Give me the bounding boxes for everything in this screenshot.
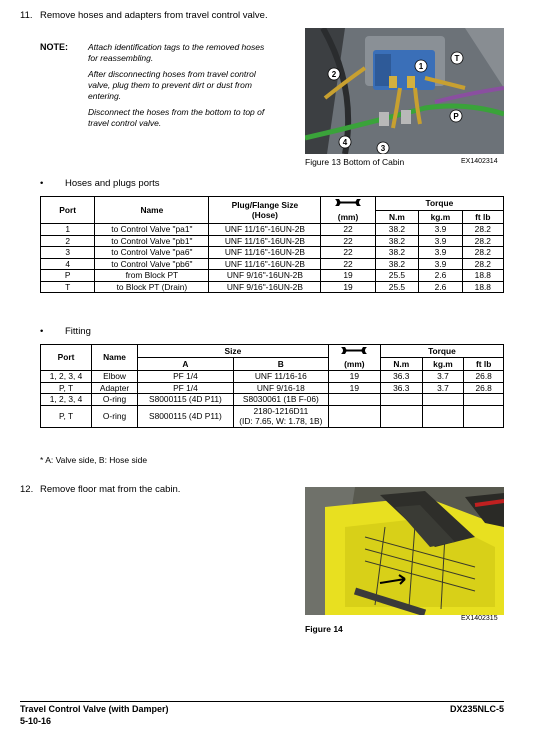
t1-cell-ftlb: 18.8 <box>462 281 503 293</box>
note-p1-line2: for reassembling. <box>88 53 154 63</box>
t1-cell-nm: 38.2 <box>375 258 418 270</box>
t1-header-port: Port <box>41 197 95 224</box>
t1-cell-ftlb: 28.2 <box>462 258 503 270</box>
t2-header-b: B <box>233 358 328 371</box>
t2-cell-a: PF 1/4 <box>137 371 233 383</box>
t1-cell-size: UNF 9/16"-16UN-2B <box>209 281 321 293</box>
t2-cell-port: 1, 2, 3, 4 <box>41 371 92 383</box>
t2-cell-b-line2: (ID: 7.65, W: 1.78, 1B) <box>239 416 323 426</box>
t1-cell-port: 1 <box>41 224 95 236</box>
note-p3-line1: Disconnect the hoses from the bottom to top of <box>88 107 265 117</box>
t1-header-plug <box>209 197 321 224</box>
table-row <box>41 371 504 383</box>
bullet-1-text: Hoses and plugs ports <box>65 178 160 189</box>
t1-cell-ftlb: 18.8 <box>462 270 503 282</box>
step-11-text: Remove hoses and adapters from travel control valve. <box>40 10 268 21</box>
footer-page-number: 5-10-16 <box>20 716 52 726</box>
t1-cell-size: UNF 11/16"-16UN-2B <box>209 224 321 236</box>
t2-header-nm: N.m <box>380 358 422 371</box>
t1-cell-size: UNF 11/16"-16UN-2B <box>209 235 321 247</box>
t1-cell-nm: 38.2 <box>375 235 418 247</box>
t2-header-port: Port <box>41 345 92 371</box>
table-row <box>41 247 504 259</box>
t1-cell-ftlb: 28.2 <box>462 224 503 236</box>
t2-header-wrench <box>328 345 380 358</box>
figure-13-photo <box>305 28 504 154</box>
t2-header-kgm: kg.m <box>422 358 464 371</box>
t1-cell-mm: 22 <box>321 247 375 259</box>
step-12-number: 12. <box>20 484 34 495</box>
t2-cell-b: S8030061 (1B F-06) <box>233 394 328 406</box>
t1-cell-mm: 22 <box>321 224 375 236</box>
t1-cell-mm: 22 <box>321 258 375 270</box>
t1-cell-mm: 19 <box>321 270 375 282</box>
note-p3-line2: travel control valve. <box>88 118 162 128</box>
t2-header-size: Size <box>137 345 328 358</box>
t2-cell-a: S8000115 (4D P11) <box>137 405 233 427</box>
t1-cell-size: UNF 9/16"-16UN-2B <box>209 270 321 282</box>
t2-cell-name: Adapter <box>92 382 138 394</box>
t2-cell-kgm <box>422 394 464 406</box>
callout-T: T <box>454 54 460 63</box>
step-11-number: 11. <box>20 10 33 21</box>
t1-cell-port: P <box>41 270 95 282</box>
t2-cell-name: Elbow <box>92 371 138 383</box>
t1-cell-name: to Control Valve "pa6" <box>95 247 209 259</box>
t2-cell-ftlb <box>464 394 504 406</box>
t1-cell-ftlb: 28.2 <box>462 247 503 259</box>
t2-cell-port: P, T <box>41 382 92 394</box>
t1-cell-name: to Control Valve "pb1" <box>95 235 209 247</box>
t2-cell-kgm: 3.7 <box>422 371 464 383</box>
t1-cell-size: UNF 11/16"-16UN-2B <box>209 247 321 259</box>
t1-header-name: Name <box>95 197 209 224</box>
t1-cell-name: from Block PT <box>95 270 209 282</box>
t1-header-torque: Torque <box>375 197 503 211</box>
t1-header-kgm: kg.m <box>419 211 462 224</box>
t2-cell-a: S8000115 (4D P11) <box>137 394 233 406</box>
t1-cell-size: UNF 11/16"-16UN-2B <box>209 258 321 270</box>
callout-1: 1 <box>418 62 424 71</box>
footer-model: DX235NLC-5 <box>449 704 504 714</box>
t1-header-plug-line2: (Hose) <box>251 210 278 220</box>
t1-cell-kgm: 2.6 <box>419 281 462 293</box>
t2-cell-a: PF 1/4 <box>137 382 233 394</box>
t1-cell-kgm: 3.9 <box>419 247 462 259</box>
table-row <box>41 394 504 406</box>
t2-cell-nm <box>380 405 422 427</box>
t2-cell-b-line1: 2180-1216D11 <box>253 405 309 416</box>
t2-header-a: A <box>137 358 233 371</box>
table-row <box>41 270 504 282</box>
t2-cell-ftlb: 26.8 <box>464 371 504 383</box>
t1-cell-nm: 25.5 <box>375 270 418 282</box>
note-p2-line3: entering. <box>88 91 122 101</box>
t2-cell-kgm <box>422 405 464 427</box>
t1-cell-name: to Control Valve "pa1" <box>95 224 209 236</box>
t1-header-mm: (mm) <box>321 211 375 224</box>
t2-cell-ftlb: 26.8 <box>464 382 504 394</box>
t1-cell-mm: 19 <box>321 281 375 293</box>
bullet-2-mark: • <box>40 326 44 337</box>
t2-header-name: Name <box>92 345 138 371</box>
t2-cell-port: P, T <box>41 405 92 427</box>
hoses-plugs-table <box>40 196 504 293</box>
footer-rule <box>20 701 504 702</box>
figure-14-id: EX1402315 <box>461 615 498 622</box>
table-row <box>41 382 504 394</box>
t1-cell-nm: 38.2 <box>375 247 418 259</box>
t1-header-nm: N.m <box>375 211 418 224</box>
t1-header-plug-line1: Plug/Flange Size <box>231 199 299 210</box>
callout-P: P <box>453 112 459 121</box>
t1-cell-kgm: 3.9 <box>419 258 462 270</box>
callout-3: 3 <box>380 144 386 153</box>
t2-cell-name: O-ring <box>92 405 138 427</box>
t2-cell-ftlb <box>464 405 504 427</box>
t2-header-torque: Torque <box>380 345 503 358</box>
callout-4: 4 <box>342 138 348 147</box>
table-row <box>41 258 504 270</box>
t1-header-ftlb: ft lb <box>462 211 503 224</box>
t2-header-mm: (mm) <box>328 358 380 371</box>
t2-cell-nm <box>380 394 422 406</box>
table-row <box>41 405 504 427</box>
t1-cell-nm: 38.2 <box>375 224 418 236</box>
t2-cell-mm <box>328 394 380 406</box>
wrench-icon <box>340 346 368 355</box>
t1-cell-name: to Control Valve "pb6" <box>95 258 209 270</box>
note-p2-line2: valve, plug them to prevent dirt or dust from <box>88 80 252 90</box>
note-label: NOTE: <box>40 42 68 52</box>
t2-header-ftlb: ft lb <box>464 358 504 371</box>
t2-cell-kgm: 3.7 <box>422 382 464 394</box>
t1-cell-name: to Block PT (Drain) <box>95 281 209 293</box>
wrench-icon <box>334 198 362 207</box>
footer-title: Travel Control Valve (with Damper) <box>20 704 169 714</box>
figure-13-id: EX1402314 <box>461 158 498 165</box>
note-body <box>88 42 303 129</box>
t1-header-wrench <box>321 197 375 211</box>
t1-cell-mm: 22 <box>321 235 375 247</box>
t1-cell-kgm: 2.6 <box>419 270 462 282</box>
t2-cell-nm: 36.3 <box>380 371 422 383</box>
step-12-text: Remove floor mat from the cabin. <box>40 484 181 495</box>
table-row <box>41 235 504 247</box>
t2-cell-mm <box>328 405 380 427</box>
t2-cell-port: 1, 2, 3, 4 <box>41 394 92 406</box>
figure-14-caption: Figure 14 <box>305 624 343 634</box>
t1-cell-nm: 25.5 <box>375 281 418 293</box>
footnote: * A: Valve side, B: Hose side <box>40 455 148 465</box>
figure-14-photo <box>305 487 504 615</box>
note-p1-line1: Attach identification tags to the removed hoses <box>88 42 265 52</box>
t2-cell-name: O-ring <box>92 394 138 406</box>
fitting-table <box>40 344 504 428</box>
t1-cell-port: 4 <box>41 258 95 270</box>
table-row <box>41 281 504 293</box>
t2-cell-b: UNF 9/16-18 <box>233 382 328 394</box>
t1-cell-port: 2 <box>41 235 95 247</box>
t1-cell-kgm: 3.9 <box>419 224 462 236</box>
t2-cell-b: UNF 11/16-16 <box>233 371 328 383</box>
t1-cell-kgm: 3.9 <box>419 235 462 247</box>
figure-13-caption: Figure 13 Bottom of Cabin <box>305 157 405 167</box>
t1-cell-port: 3 <box>41 247 95 259</box>
t1-cell-ftlb: 28.2 <box>462 235 503 247</box>
t2-cell-mm: 19 <box>328 371 380 383</box>
t2-cell-mm: 19 <box>328 382 380 394</box>
t2-cell-b <box>233 405 328 427</box>
bullet-2-text: Fitting <box>65 326 91 337</box>
callout-2: 2 <box>331 70 337 79</box>
note-p2-line1: After disconnecting hoses from travel control <box>88 69 256 79</box>
table-row <box>41 224 504 236</box>
t1-cell-port: T <box>41 281 95 293</box>
t2-cell-nm: 36.3 <box>380 382 422 394</box>
bullet-1-mark: • <box>40 178 44 189</box>
